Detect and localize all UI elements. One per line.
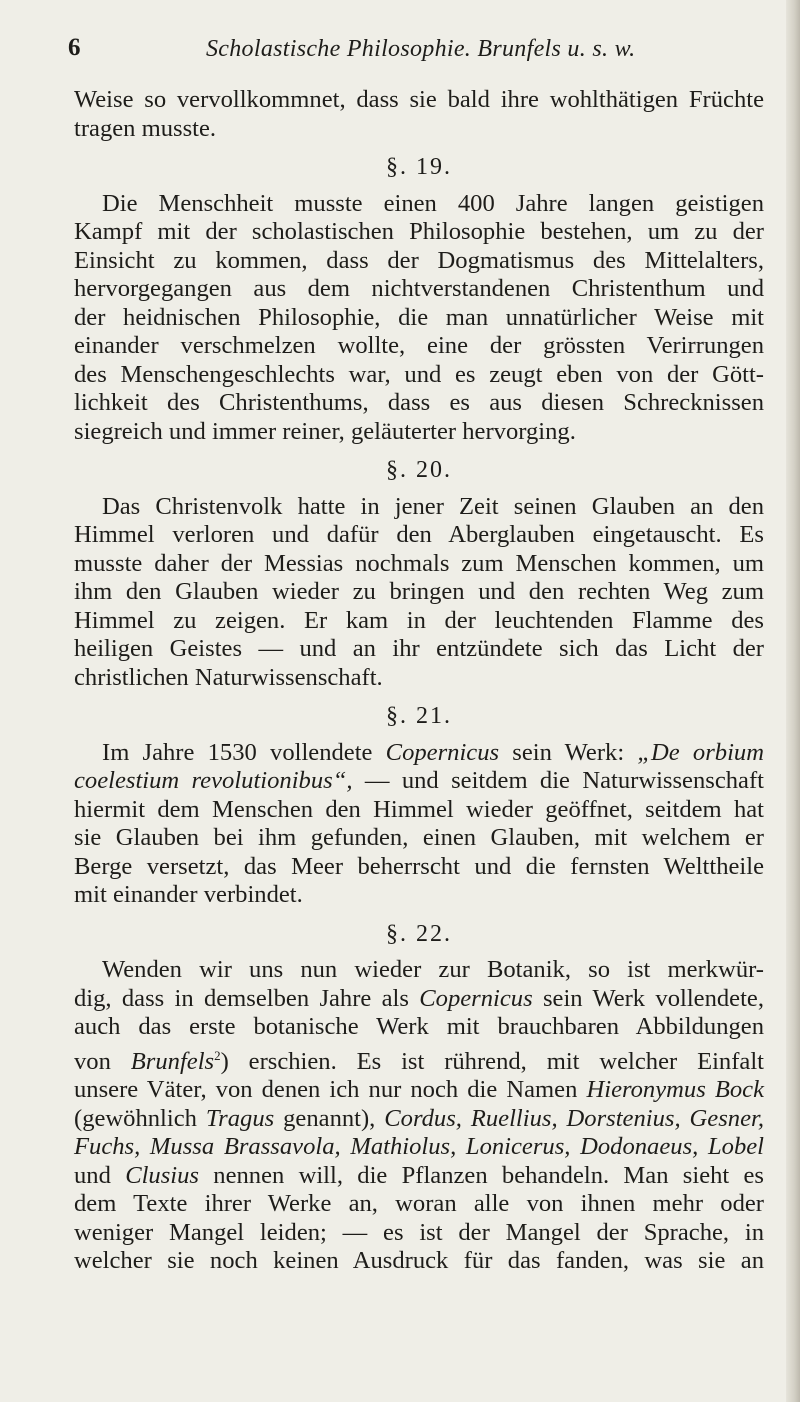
text-line: christlichen Naturwissenschaft. [74,663,383,691]
text-run: von [74,1047,131,1075]
text-line [74,1162,764,1191]
text-run: — und seitdem die Naturwissenschaft [352,767,764,794]
text-line: musste daher der Messias nochmals zum Menschen kommen, um [74,549,764,577]
name-copernicus: Copernicus [385,738,500,766]
botanist-names: Cordus, Ruellius, Dorstenius, Gesner, [384,1104,764,1132]
text-run: Im Jahre 1530 vollendete [102,738,386,766]
text-line: Wenden wir uns nun wieder zur Botanik, so ist merkwür- [102,956,764,983]
text-line [74,1133,764,1162]
text-line: der heidnischen Philosophie, die man unnatürlicher Weise mit [74,303,764,331]
section-heading: §. 19. [386,154,452,180]
text-line: welcher sie noch keinen Ausdruck für das fanden, was sie an [74,1247,764,1275]
book-title: „De orbium [637,738,764,766]
paragraph-section-21 [74,739,764,910]
name-clusius: Clusius [125,1161,199,1189]
text-line: Himmel verloren und dafür den Aberglauben eingetauscht. Es [74,521,764,548]
page-number: 6 [68,34,81,61]
text-line [74,985,764,1014]
book-title: coelestium revolutionibus“, [74,767,353,794]
text-run: (gewöhnlich [74,1104,206,1132]
text-line: tragen musste. [74,114,217,142]
text-line: siegreich und immer reiner, geläuterter hervorging. [74,417,576,445]
text-line: des Menschengeschlechts war, und es zeugt eben von der Gött- [74,360,764,388]
paragraph-opening [74,86,764,143]
page-edge [786,0,800,1402]
text-line: sie Glauben bei ihm gefunden, einen Glauben, mit welchem er [74,824,764,851]
text-line [74,739,764,768]
text-line: dem Texte ihrer Werke an, woran alle von ihnen mehr oder [74,1190,764,1218]
text-line: hervorgegangen aus dem nichtverstandenen Christenthum und [74,275,764,302]
text-line: auch das erste botanische Werk mit brauchbaren Abbildungen [74,1013,764,1040]
footnote-marker: 2 [214,1047,221,1063]
text-run: genannt), [274,1104,385,1132]
paragraph-section-20 [74,493,764,693]
botanist-names: Fuchs, Mussa Brassavola, Mathiolus, Lonicerus, Dodonaeus, Lobel [74,1133,764,1161]
paragraph-section-19 [74,190,764,447]
page-header [68,28,768,68]
running-title: Scholastische Philosophie. Brunfels u. s. w. [206,36,636,62]
name-tragus: Tragus [205,1104,275,1132]
section-heading: §. 21. [386,703,452,729]
text-line: ihm den Glauben wieder zu bringen und den rechten Weg zum [74,578,764,605]
text-line: Das Christenvolk hatte in jener Zeit seinen Glauben an den [102,492,764,520]
name-brunfels: Brunfels [130,1047,215,1075]
text-line [74,1105,764,1134]
text-line: Weise so vervollkommnet, dass sie bald ihre wohlthätigen Früchte [74,86,764,113]
text-line: Himmel zu zeigen. Er kam in der leuchtenden Flamme des [74,606,764,634]
name-bock: Hieronymus Bock [586,1076,764,1104]
text-run: sein Werk vollendete, [532,984,764,1012]
text-line: Berge versetzt, das Meer beherrscht und die fernsten Welttheile [74,852,764,880]
body-text [74,86,764,1276]
text-line: weniger Mangel leiden; — es ist der Mangel der Sprache, in [74,1218,764,1246]
section-heading: §. 22. [386,920,452,947]
name-copernicus: Copernicus [419,984,533,1012]
paragraph-section-22 [74,956,764,1276]
text-line [74,1076,764,1105]
text-run: unsere Väter, von denen ich nur noch die Namen [74,1076,587,1104]
text-line: hiermit dem Menschen den Himmel wieder geöffnet, seitdem hat [74,795,764,823]
text-line: lichkeit des Christenthums, dass es aus diesen Schrecknissen [74,389,764,416]
text-run: sein Werk: [499,738,638,766]
text-line: einander verschmelzen wollte, eine der grössten Verirrungen [74,332,764,359]
text-line: mit einander verbindet. [74,881,303,908]
text-line: Einsicht zu kommen, dass der Dogmatismus des Mittelalters, [74,246,764,274]
text-line: heiligen Geistes — und an ihr entzündete sich das Licht der [74,635,764,662]
section-heading: §. 20. [386,457,452,483]
text-line: Kampf mit der scholastischen Philosophie bestehen, um zu der [74,218,764,245]
text-run: nennen will, die Pflanzen behandeln. Man sieht es [199,1161,765,1189]
text-line: Die Menschheit musste einen 400 Jahre langen geistigen [102,189,764,217]
text-run: ) erschien. Es ist rührend, mit welcher Einfalt [220,1047,764,1075]
text-line [74,767,764,796]
text-line [74,1042,764,1077]
text-run: dig, dass in demselben Jahre als [74,984,420,1012]
text-run: und [74,1161,126,1189]
